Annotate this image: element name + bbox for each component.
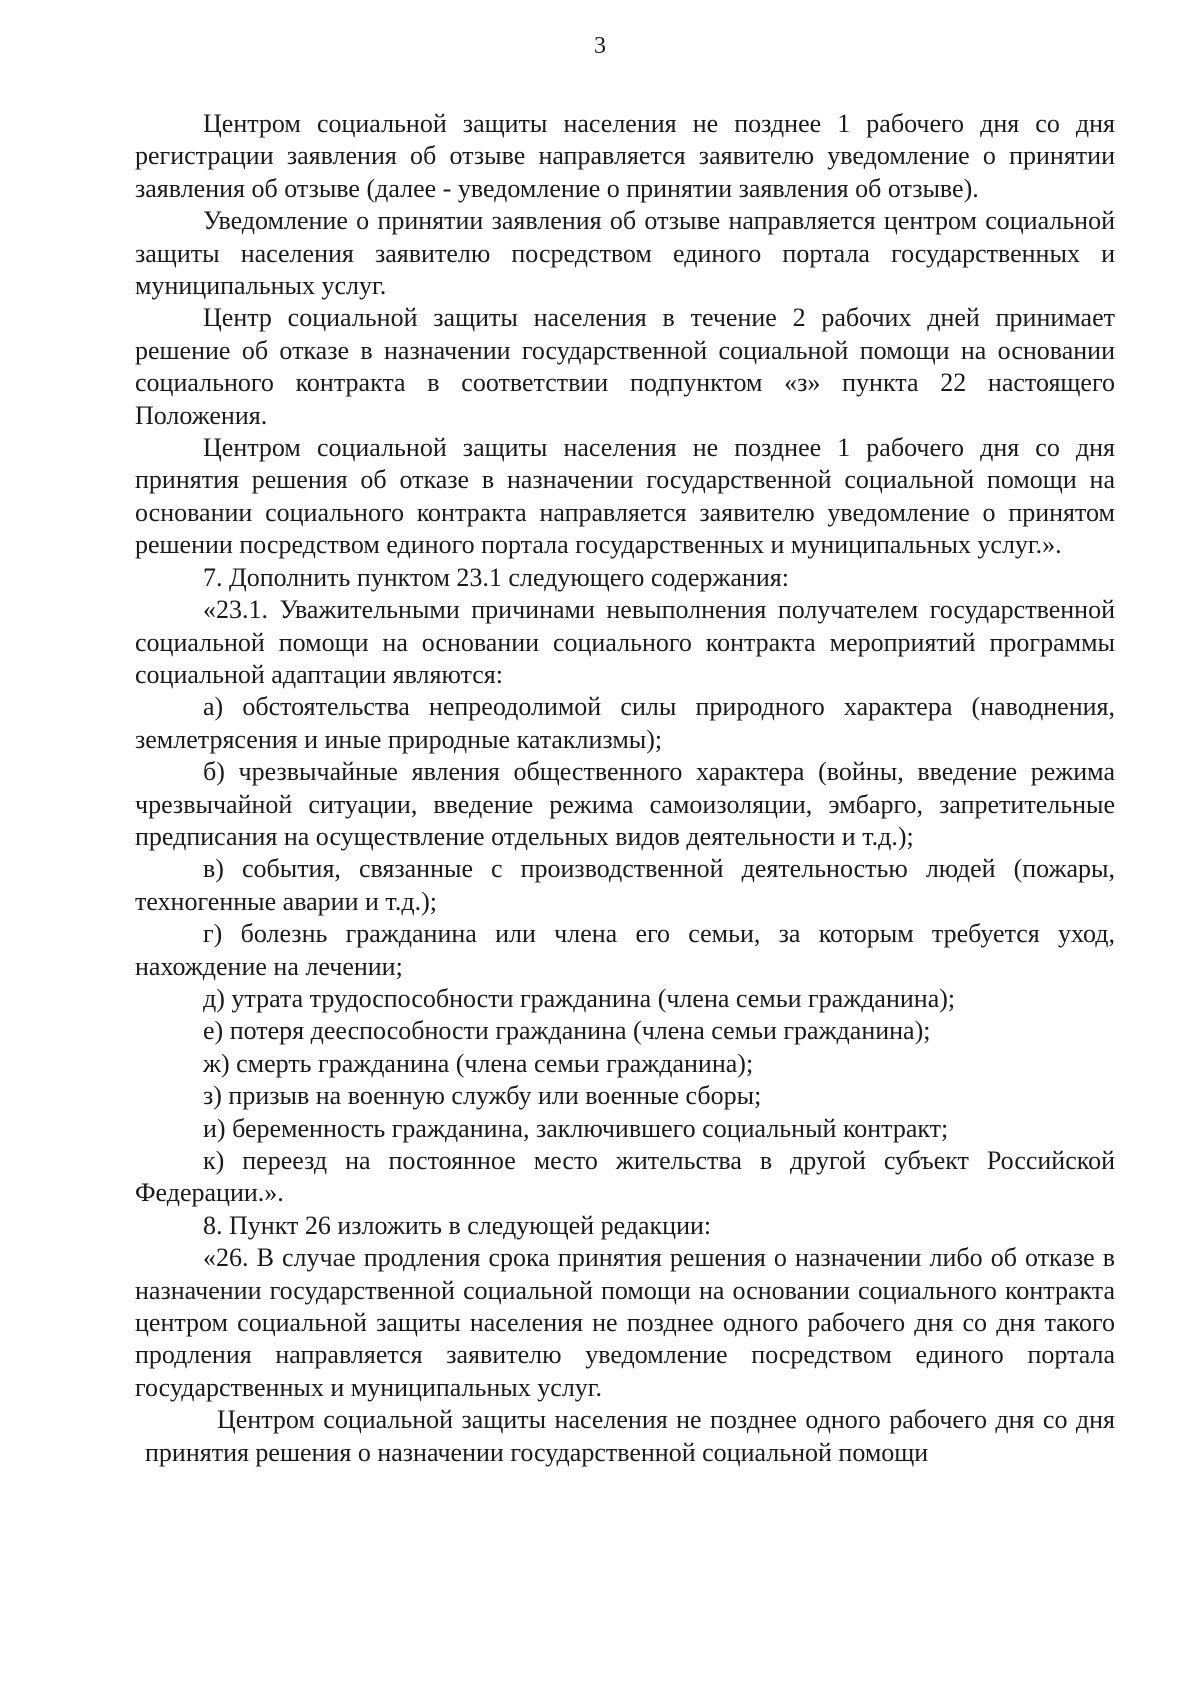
- page-number: 3: [594, 33, 606, 59]
- list-item: и) беременность гражданина, заключившего социальный контракт;: [203, 1113, 949, 1143]
- list-item: ж) смерть гражданина (члена семьи гражданина);: [203, 1048, 754, 1078]
- paragraph: Центр социальной защиты населения в течение 2 рабочих дней принимает решение об отказе в назначении государственной социальной помощи на основании социального контракта в соответствии подпунктом «з» пункта 22 настоящего Положения.: [135, 303, 1115, 430]
- paragraph: Уведомление о принятии заявления об отзыве направляется центром социальной защиты населения заявителю посредством единого портала государственных и муниципальных услуг.: [135, 206, 1115, 301]
- list-item: е) потеря дееспособности гражданина (члена семьи гражданина);: [203, 1016, 931, 1046]
- paragraph: Центром социальной защиты населения не позднее одного рабочего дня со дня принятия решения о назначении государственной социальной помощи: [145, 1405, 1115, 1467]
- paragraph: Центром социальной защиты населения не позднее 1 рабочего дня со дня регистрации заявления об отзыве направляется заявителю уведомление о принятии заявления об отзыве (далее - уведомление о принятии заявления об отзыве).: [135, 109, 1115, 203]
- paragraph: «23.1. Уважительными причинами невыполнения получателем государственной социальной помощи на основании социального контракта мероприятий программы социальной адаптации являются:: [135, 595, 1115, 689]
- list-item: з) призыв на военную службу или военные сборы;: [203, 1081, 762, 1111]
- list-item: в) события, связанные с производственной деятельностью людей (пожары, техногенные аварии и т.д.);: [135, 854, 1115, 916]
- paragraph: Центром социальной защиты населения не позднее 1 рабочего дня со дня принятия решения об отказе в назначении государственной социальной помощи на основании социального контракта направляется заявителю уведомление о принятом решении посредством единого портала государственных и муниципальных услуг.».: [135, 433, 1115, 560]
- list-item: г) болезнь гражданина или члена его семьи, за которым требуется уход, нахождение на лечении;: [135, 919, 1115, 981]
- list-item: а) обстоятельства непреодолимой силы природного характера (наводнения, землетрясения и иные природные катаклизмы);: [135, 692, 1115, 754]
- paragraph: 7. Дополнить пунктом 23.1 следующего содержания:: [203, 562, 789, 592]
- paragraph: 8. Пункт 26 изложить в следующей редакции:: [203, 1210, 712, 1240]
- paragraph: «26. В случае продления срока принятия решения о назначении либо об отказе в назначении государственной социальной помощи на основании социального контракта центром социальной защиты населения не позднее одного рабочего дня со дня такого продления направляется заявителю уведомление посредством единого портала государственных и муниципальных услуг.: [135, 1243, 1115, 1402]
- document-body: [135, 108, 1115, 1469]
- list-item: б) чрезвычайные явления общественного характера (войны, введение режима чрезвычайной ситуации, введение режима самоизоляции, эмбарго, запретительные предписания на осуществление отдельных видов деятельности и т.д.);: [135, 757, 1115, 851]
- list-item: к) переезд на постоянное место жительства в другой субъект Российской Федерации.».: [135, 1146, 1115, 1208]
- list-item: д) утрата трудоспособности гражданина (члена семьи гражданина);: [203, 983, 956, 1013]
